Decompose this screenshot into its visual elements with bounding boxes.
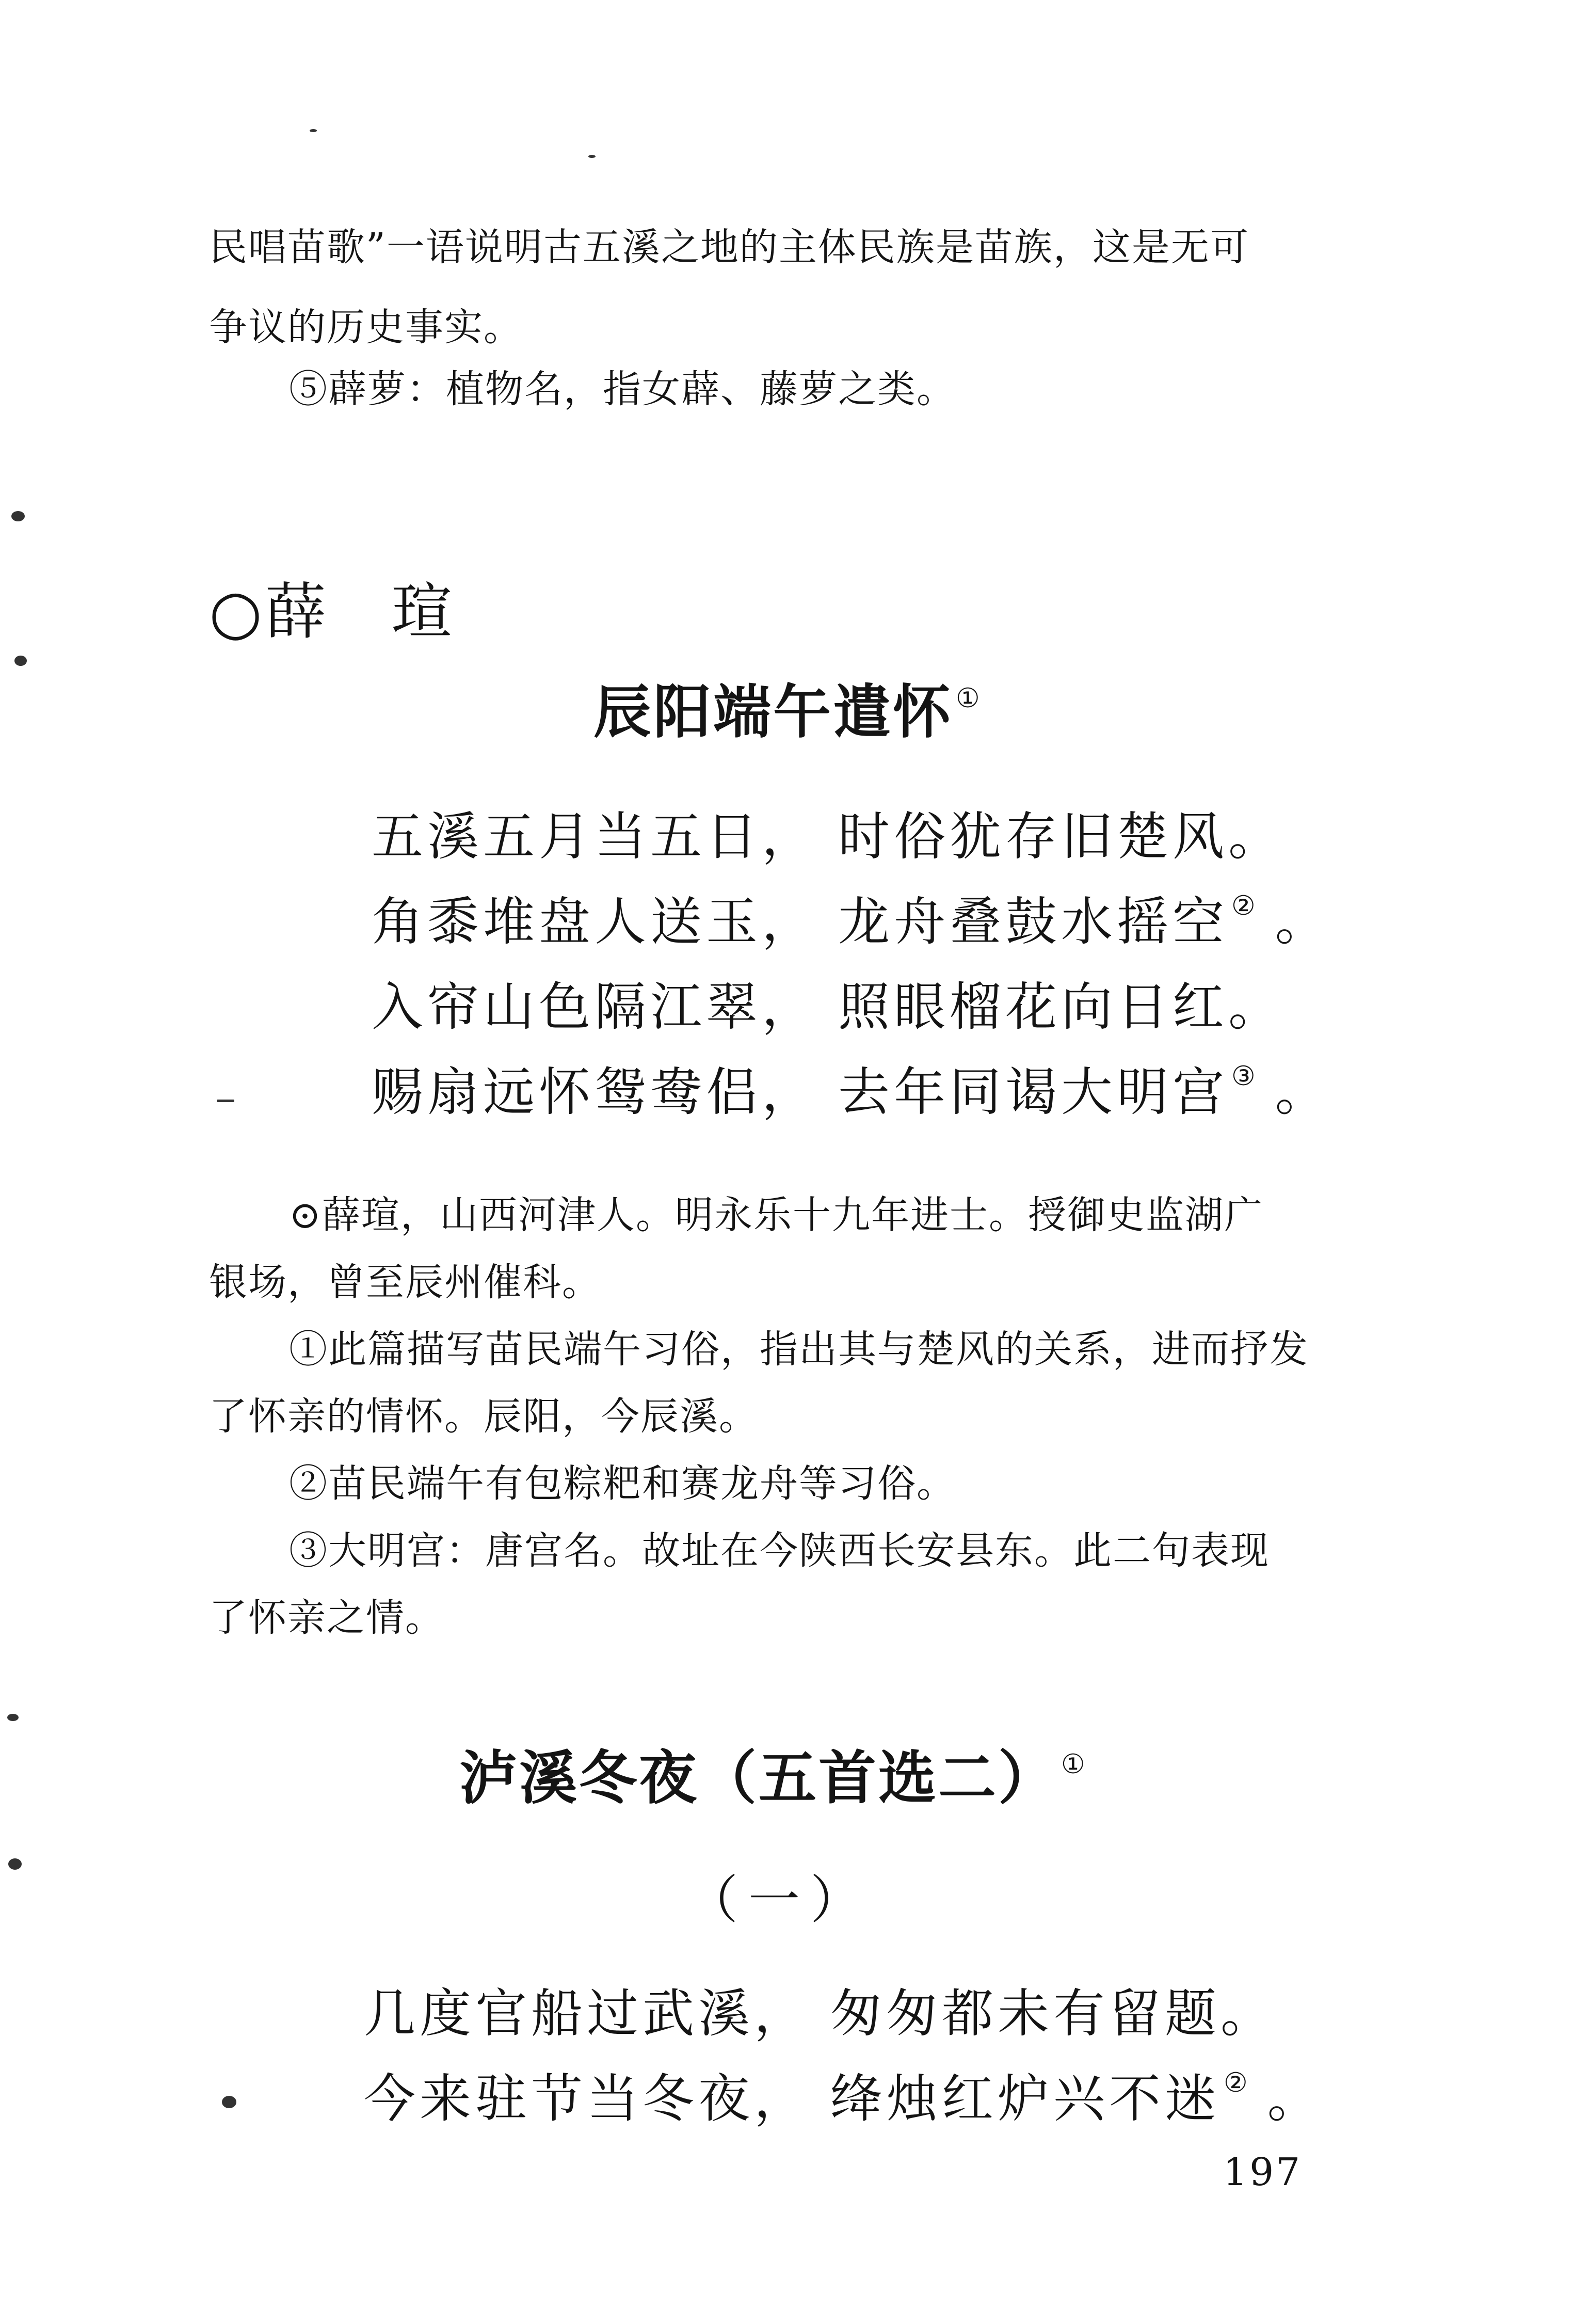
author-name-part1: 薛 [265,576,329,647]
poem1-note3-line-2: 了怀亲之情。 [209,1596,444,1640]
scan-speck [11,511,25,521]
prev-note-line-2: 争议的历史事实。 [209,305,523,349]
author-name-part2: 瑄 [391,576,455,647]
poem1-bio-line-2: 银场，曾至辰州催科。 [209,1260,601,1304]
poem1-title [593,666,982,749]
poem1-note1-line-1: ①此篇描写苗民端午习俗，指出其与楚风的关系，进而抒发 [289,1327,1309,1372]
poem2-title [459,1732,1087,1815]
poem2-title-ref: ① [1061,1749,1087,1780]
poem1-note1-line-2: 了怀亲的情怀。辰阳，今辰溪。 [209,1394,758,1439]
prev-note-line-1: 民唱苗歌”一语说明古五溪之地的主体民族是苗族，这是无可 [209,225,1249,269]
scan-speck [14,656,27,666]
poem1-note2: ②苗民端午有包粽粑和赛龙舟等习俗。 [289,1461,956,1506]
poem1-bio-line-1: ⊙薛瑄，山西河津人。明永乐十九年进士。授御史监湖广 [289,1193,1264,1237]
poem1-line-3: 入帘山色隔江翠， 照眼榴花向日红。 [372,977,1284,1037]
scan-speck [588,155,596,158]
poem2-line-2: 今来驻节当冬夜， 绛烛红炉兴不迷 ② 。 [364,2067,1323,2129]
author-heading [209,563,455,650]
poem2-line-1: 几度官船过武溪， 匆匆都未有留题。 [364,1983,1276,2044]
scan-speck [217,1100,234,1102]
footnote-5: ⑤薜萝：植物名，指女薜、藤萝之类。 [289,367,956,411]
poem2-part-number: （一） [686,1870,872,1930]
poem1-title-text: 辰阳端午遣怀 [593,679,953,746]
poem1-line-2: 角黍堆盘人送玉， 龙舟叠鼓水摇空 ② 。 [372,890,1331,952]
poem1-line-4: 赐扇远怀鸳鸯侣， 去年同谒大明宫 ③ 。 [372,1061,1331,1122]
poem1-note3-line-1: ③大明宫：唐宫名。故址在今陕西长安县东。此二句表现 [289,1529,1270,1573]
poem1-line-1: 五溪五月当五日， 时俗犹存旧楚风。 [372,806,1284,867]
scan-speck [8,1858,22,1870]
scan-speck [7,1714,19,1721]
page-number: 197 [1223,2150,1303,2194]
poem1-title-ref: ① [956,683,982,714]
scan-speck [310,129,317,132]
scan-speck [222,2096,236,2108]
poem2-title-text: 泸溪冬夜（五首选二） [459,1745,1058,1812]
author-marker: ○ [209,576,265,647]
